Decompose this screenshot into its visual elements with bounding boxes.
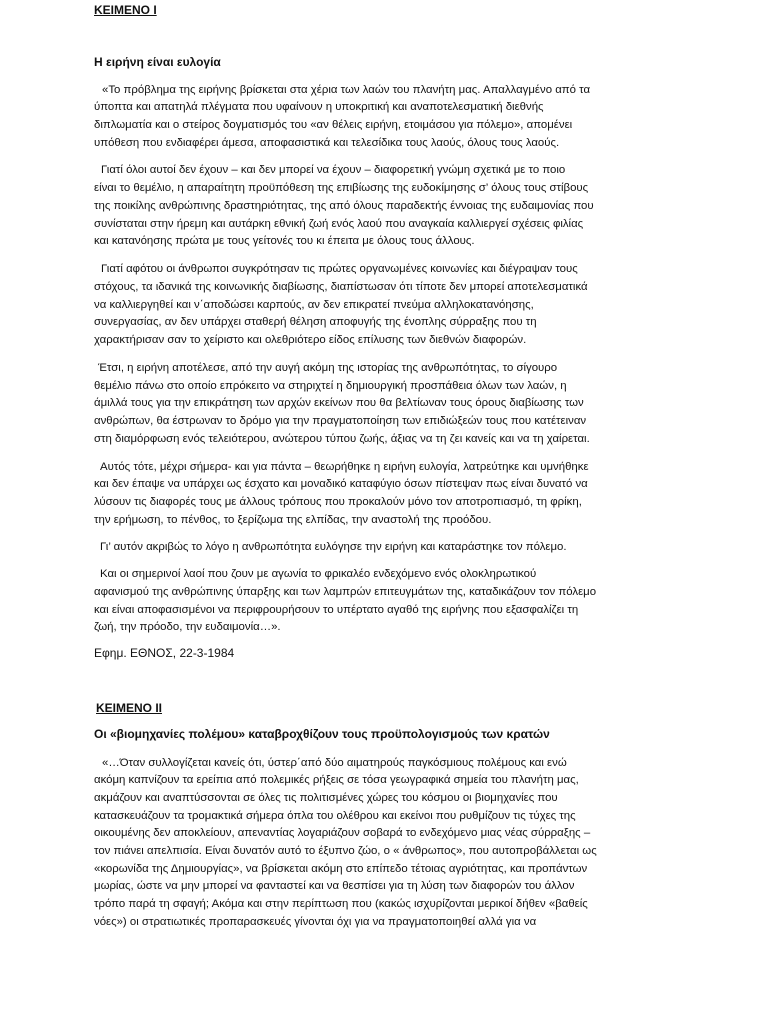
text-line: διπλωματία και ο στείρος δογματισμός του «αν θέλεις ειρήνη, ετοιμάσου για πόλεμο», απομένει [94,119,573,131]
text-line: ανθρώπων, θα έστρωναν το δρόμο για την πραγματοποίηση των επιδιώξεών τους που κατέτειναν [94,415,587,427]
text-line: συνίσταται στην ήρεμη και αυτάρκη εθνική ζωή ενός λαού που αναγκαία καλλιεργεί σχέσεις φιλίας [94,218,584,230]
text-line: τρόπο παρά τη σφαγή; Ακόμα και στην περίπτωση που (κακώς ισχυρίζονται μερικοί δήθεν «βαθείς [94,898,588,910]
text-line: συνεργασίας, αν δεν υπάρχει σταθερή θέληση αποφυγής της ένοπλης σύρραξης που τη [94,316,537,328]
section-title-text-1: ΚΕΙΜΕΝΟ Ι [94,3,157,17]
text-line: κατασκευάζουν τα τρομακτικά σήμερα όπλα του ολέθρου και εκείνοι που ρυθμίζουν τις τύχες της [94,810,576,822]
text-line: τον πιάνει απελπισία. Είναι δυνατόν αυτό το έξυπνο ζώο, ο « άνθρωπος», που αυτοπροβάλλεται ως [94,845,597,857]
text-line: θεμέλιο πάνω στο οποίο επρόκειτο να στηριχτεί η δημιουργική προσπάθεια όλων των λαών, η [94,380,567,392]
text-line: λύσουν τις διαφορές τους με άλλους τρόπους που προκαλούν μόνο τον αποτροπιασμό, τη φρίκη, [94,496,582,508]
text-line: άμιλλά τους για την επικράτηση των αρχών εκείνων που θα βελτίωναν τους όρους διαβίωσης των [94,397,584,409]
text-line: Γι’ αυτόν ακριβώς το λόγο η ανθρωπότητα ευλόγησε την ειρήνη και καταράστηκε τον πόλεμο. [100,541,567,553]
text-line: και κατανόησης πρώτα με τους γείτονές του κι έπειτα με όλους τους άλλους. [94,235,475,247]
text-line: «Το πρόβλημα της ειρήνης βρίσκεται στα χέρια των λαών του πλανήτη μας. Απαλλαγμένο από τα [102,84,591,96]
text-line: Και οι σημερινοί λαοί που ζουν με αγωνία το φρικαλέο ενδεχόμενο ενός ολοκληρωτικού [100,568,537,580]
text-line: Έτσι, η ειρήνη αποτέλεσε, από την αυγή ακόμη της ιστορίας της ανθρωπότητας, το σίγουρο [98,362,558,374]
text-line: και είναι αποφασισμένοι να περιφρουρήσουν το υπέρτατο αγαθό της ειρήνης που εξασφαλίζει τη [94,604,579,616]
text-line: ζωή, την πρόοδο, την ευδαιμονία…». [94,621,281,633]
text-line: Γιατί όλοι αυτοί δεν έχουν – και δεν μπορεί να έχουν – διαφορετική γνώμη σχετικά με το ποιο [101,164,566,176]
article-title-text-1: Η ειρήνη είναι ευλογία [94,55,221,69]
text-line: της ποικίλης ανθρώπινης δραστηριότητας, της από όλους παραδεκτής έννοιας της ευδαιμονίας που [94,200,594,212]
text-line: Γιατί αφότου οι άνθρωποι συγκρότησαν τις πρώτες οργανωμένες κοινωνίες και διέγραψαν τους [101,263,578,275]
text-line: αφανισμού της ανθρώπινης ύπαρξης και των λαμπρών επιτευγμάτων της, καταδικάζουν τον πόλεμο [94,586,597,598]
text-line: στόχους, τα ιδανικά της κοινωνικής διαβίωσης, διαπίστωσαν ότι τίποτε δεν μπορεί αποτελεσματικά [94,281,588,293]
text-line: ακμάζουν και αναπτύσσονται σε όλες τις πολιτισμένες χώρες του κόσμου οι βιομηχανίες που [94,792,558,804]
text-line: «κορωνίδα της Δημιουργίας», να βρίσκεται ακόμη στο επίπεδο τέτοιας αγριότητας, και προπάντων [94,863,588,875]
text-line: ύποπτα και απατηλά πλέγματα που υφαίνουν η υποκριτική και αναποτελεσματική διεθνής [94,101,544,113]
text-line: την ερήμωση, το πένθος, το ξερίζωμα της ελπίδας, την αναστολή της προόδου. [94,514,492,526]
text-line: μωρίας, ώστε να μην μπορεί να φανταστεί και να θεσπίσει για τη λύση των διαφορών του άλλον [94,880,575,892]
text-line: νόες») οι στρατιωτικές προπαρασκευές γίνονται όχι για να πραγματοποιηθεί αλλά για να [94,916,537,928]
text-line: Αυτός τότε, μέχρι σήμερα- και για πάντα – θεωρήθηκε η ειρήνη ευλογία, λατρεύτηκε και υμνήθηκε [100,461,589,473]
text-line: είναι το θεμέλιο, η απαραίτητη προϋπόθεση της επιβίωσης της ευδοκίμησης σ’ όλους τους στίβους [94,182,589,194]
section-title-text-2: ΚΕΙΜΕΝΟ ΙΙ [96,701,163,715]
text-line: υπόθεση που ενδιαφέρει άμεσα, αποφασιστικά και τελεσίδικα τους λαούς, όλους τους λαούς. [94,137,560,149]
text-line: και δεν έπαψε να υπάρχει ως έσχατο και μοναδικό καταφύγιο όσων πίστεψαν πως είναι δυνατό να [94,478,588,490]
text-line: ακόμη καπνίζουν τα ερείπια από πολεμικές ρήξεις σε τόσα γεωγραφικά σημεία του πλανήτη μας, [94,774,579,786]
article-title-text-2: Οι «βιομηχανίες πολέμου» καταβροχθίζουν τους προϋπολογισμούς των κρατών [94,727,550,741]
text-line: χαρακτήρισαν σαν το χείριστο και ολεθριότερο είδος επίλυσης των διεθνών διαφορών. [94,334,527,346]
text-line: οικουμένης δεν αποκλείουν, απεναντίας λογαριάζουν σοβαρά το ενδεχόμενο μιας νέας σύρραξης – [94,827,591,839]
text-line: στη διαμόρφωση ενός τελειότερου, ανώτερου τύπου ζωής, άξιας να τη ζει κανείς και να τη χαίρεται. [94,433,590,445]
source-citation: Εφημ. ΕΘΝΟΣ, 22-3-1984 [94,646,235,660]
text-line: «…Όταν συλλογίζεται κανείς ότι, ύστερ΄από δύο αιματηρούς παγκόσμιους πολέμους και ενώ [102,757,567,769]
text-line: να καλλιεργηθεί και ν΄αποδώσει καρπούς, αν δεν επικρατεί πνεύμα αλληλοκατανόησης, [94,299,534,311]
